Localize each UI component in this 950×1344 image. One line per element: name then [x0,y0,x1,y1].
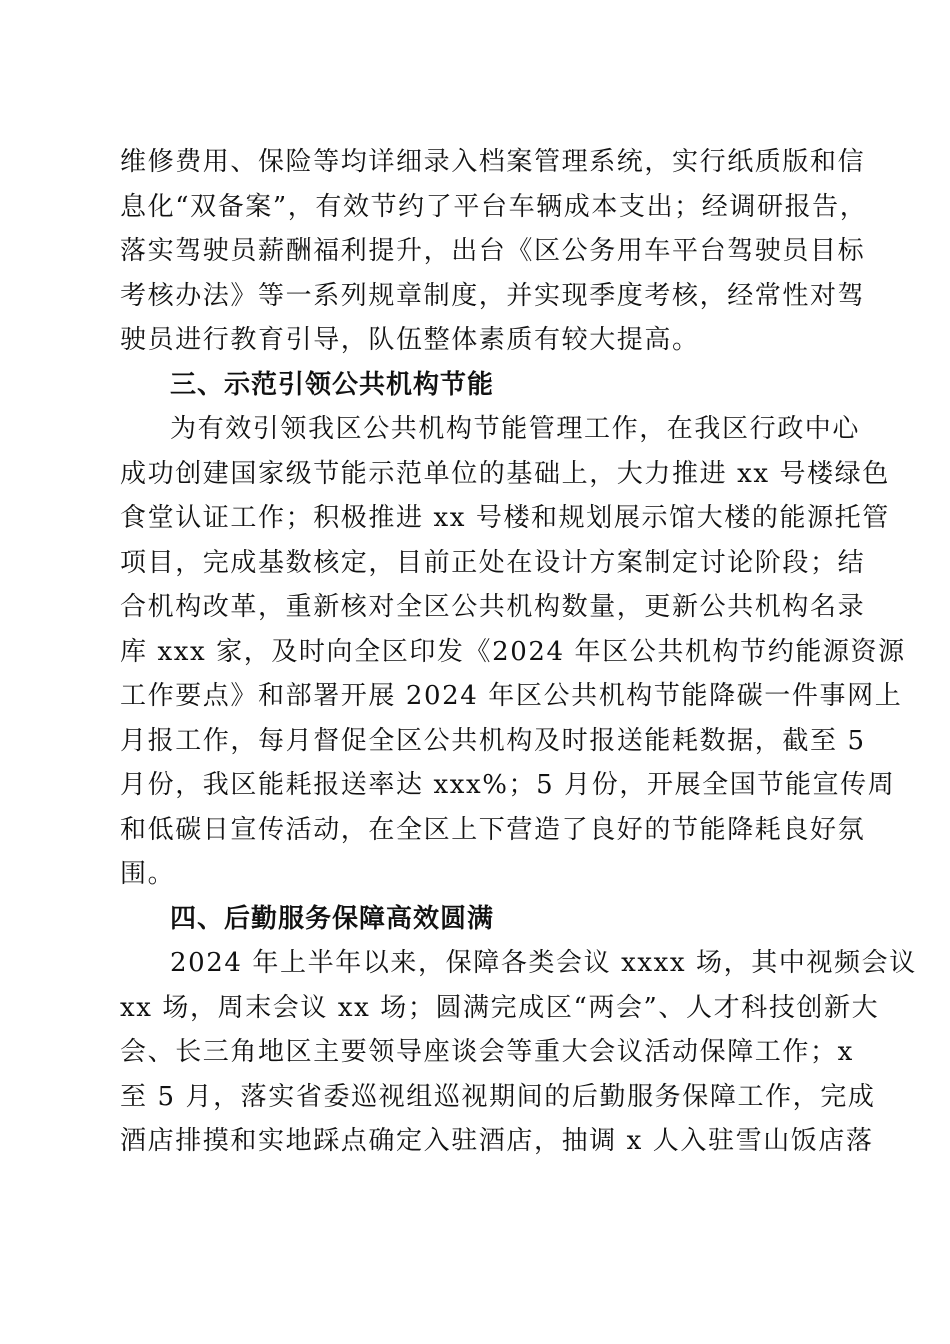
paragraph-line: 考核办法》等一系列规章制度，并实现季度考核，经常性对驾 [120,281,866,311]
paragraph-line: 食堂认证工作；积极推进 xx 号楼和规划展示馆大楼的能源托管 [120,503,890,533]
paragraph-line: 2024 年上半年以来，保障各类会议 xxxx 场，其中视频会议 [170,948,917,978]
paragraph-line: 项目，完成基数核定，目前正处在设计方案制定讨论阶段；结 [120,548,866,578]
paragraph-line: 至 5 月，落实省委巡视组巡视期间的后勤服务保障工作，完成 [120,1082,876,1112]
paragraph-line: 月报工作，每月督促全区公共机构及时报送能耗数据，截至 5 [120,726,866,756]
paragraph-line: 工作要点》和部署开展 2024 年区公共机构节能降碳一件事网上 [120,681,903,711]
paragraph-line: 落实驾驶员薪酬福利提升，出台《区公务用车平台驾驶员目标 [120,236,866,266]
paragraph-line: 合机构改革，重新核对全区公共机构数量，更新公共机构名录 [120,592,866,622]
paragraph-line: 库 xxx 家，及时向全区印发《2024 年区公共机构节约能源资源 [120,637,906,667]
paragraph-line: xx 场，周末会议 xx 场；圆满完成区“两会”、人才科技创新大 [120,993,880,1023]
paragraph-line: 息化“双备案”，有效节约了平台车辆成本支出；经调研报告， [120,192,868,222]
paragraph-line: 为有效引领我区公共机构节能管理工作，在我区行政中心 [170,414,861,444]
section-heading: 四、后勤服务保障高效圆满 [170,904,495,934]
paragraph-line: 月份，我区能耗报送率达 xxx%；5 月份，开展全国节能宣传周 [120,770,896,800]
section-heading: 三、示范引领公共机构节能 [170,370,495,400]
paragraph-line: 成功创建国家级节能示范单位的基础上，大力推进 xx 号楼绿色 [120,459,890,489]
paragraph-line: 驶员进行教育引导，队伍整体素质有较大提高。 [120,325,700,355]
paragraph-line: 维修费用、保险等均详细录入档案管理系统，实行纸质版和信 [120,147,866,177]
paragraph-line: 围。 [120,859,176,889]
paragraph-line: 酒店排摸和实地踩点确定入驻酒店，抽调 x 人入驻雪山饭店落 [120,1126,874,1156]
paragraph-line: 会、长三角地区主要领导座谈会等重大会议活动保障工作；x [120,1037,854,1067]
paragraph-line: 和低碳日宣传活动，在全区上下营造了良好的节能降耗良好氛 [120,815,866,845]
